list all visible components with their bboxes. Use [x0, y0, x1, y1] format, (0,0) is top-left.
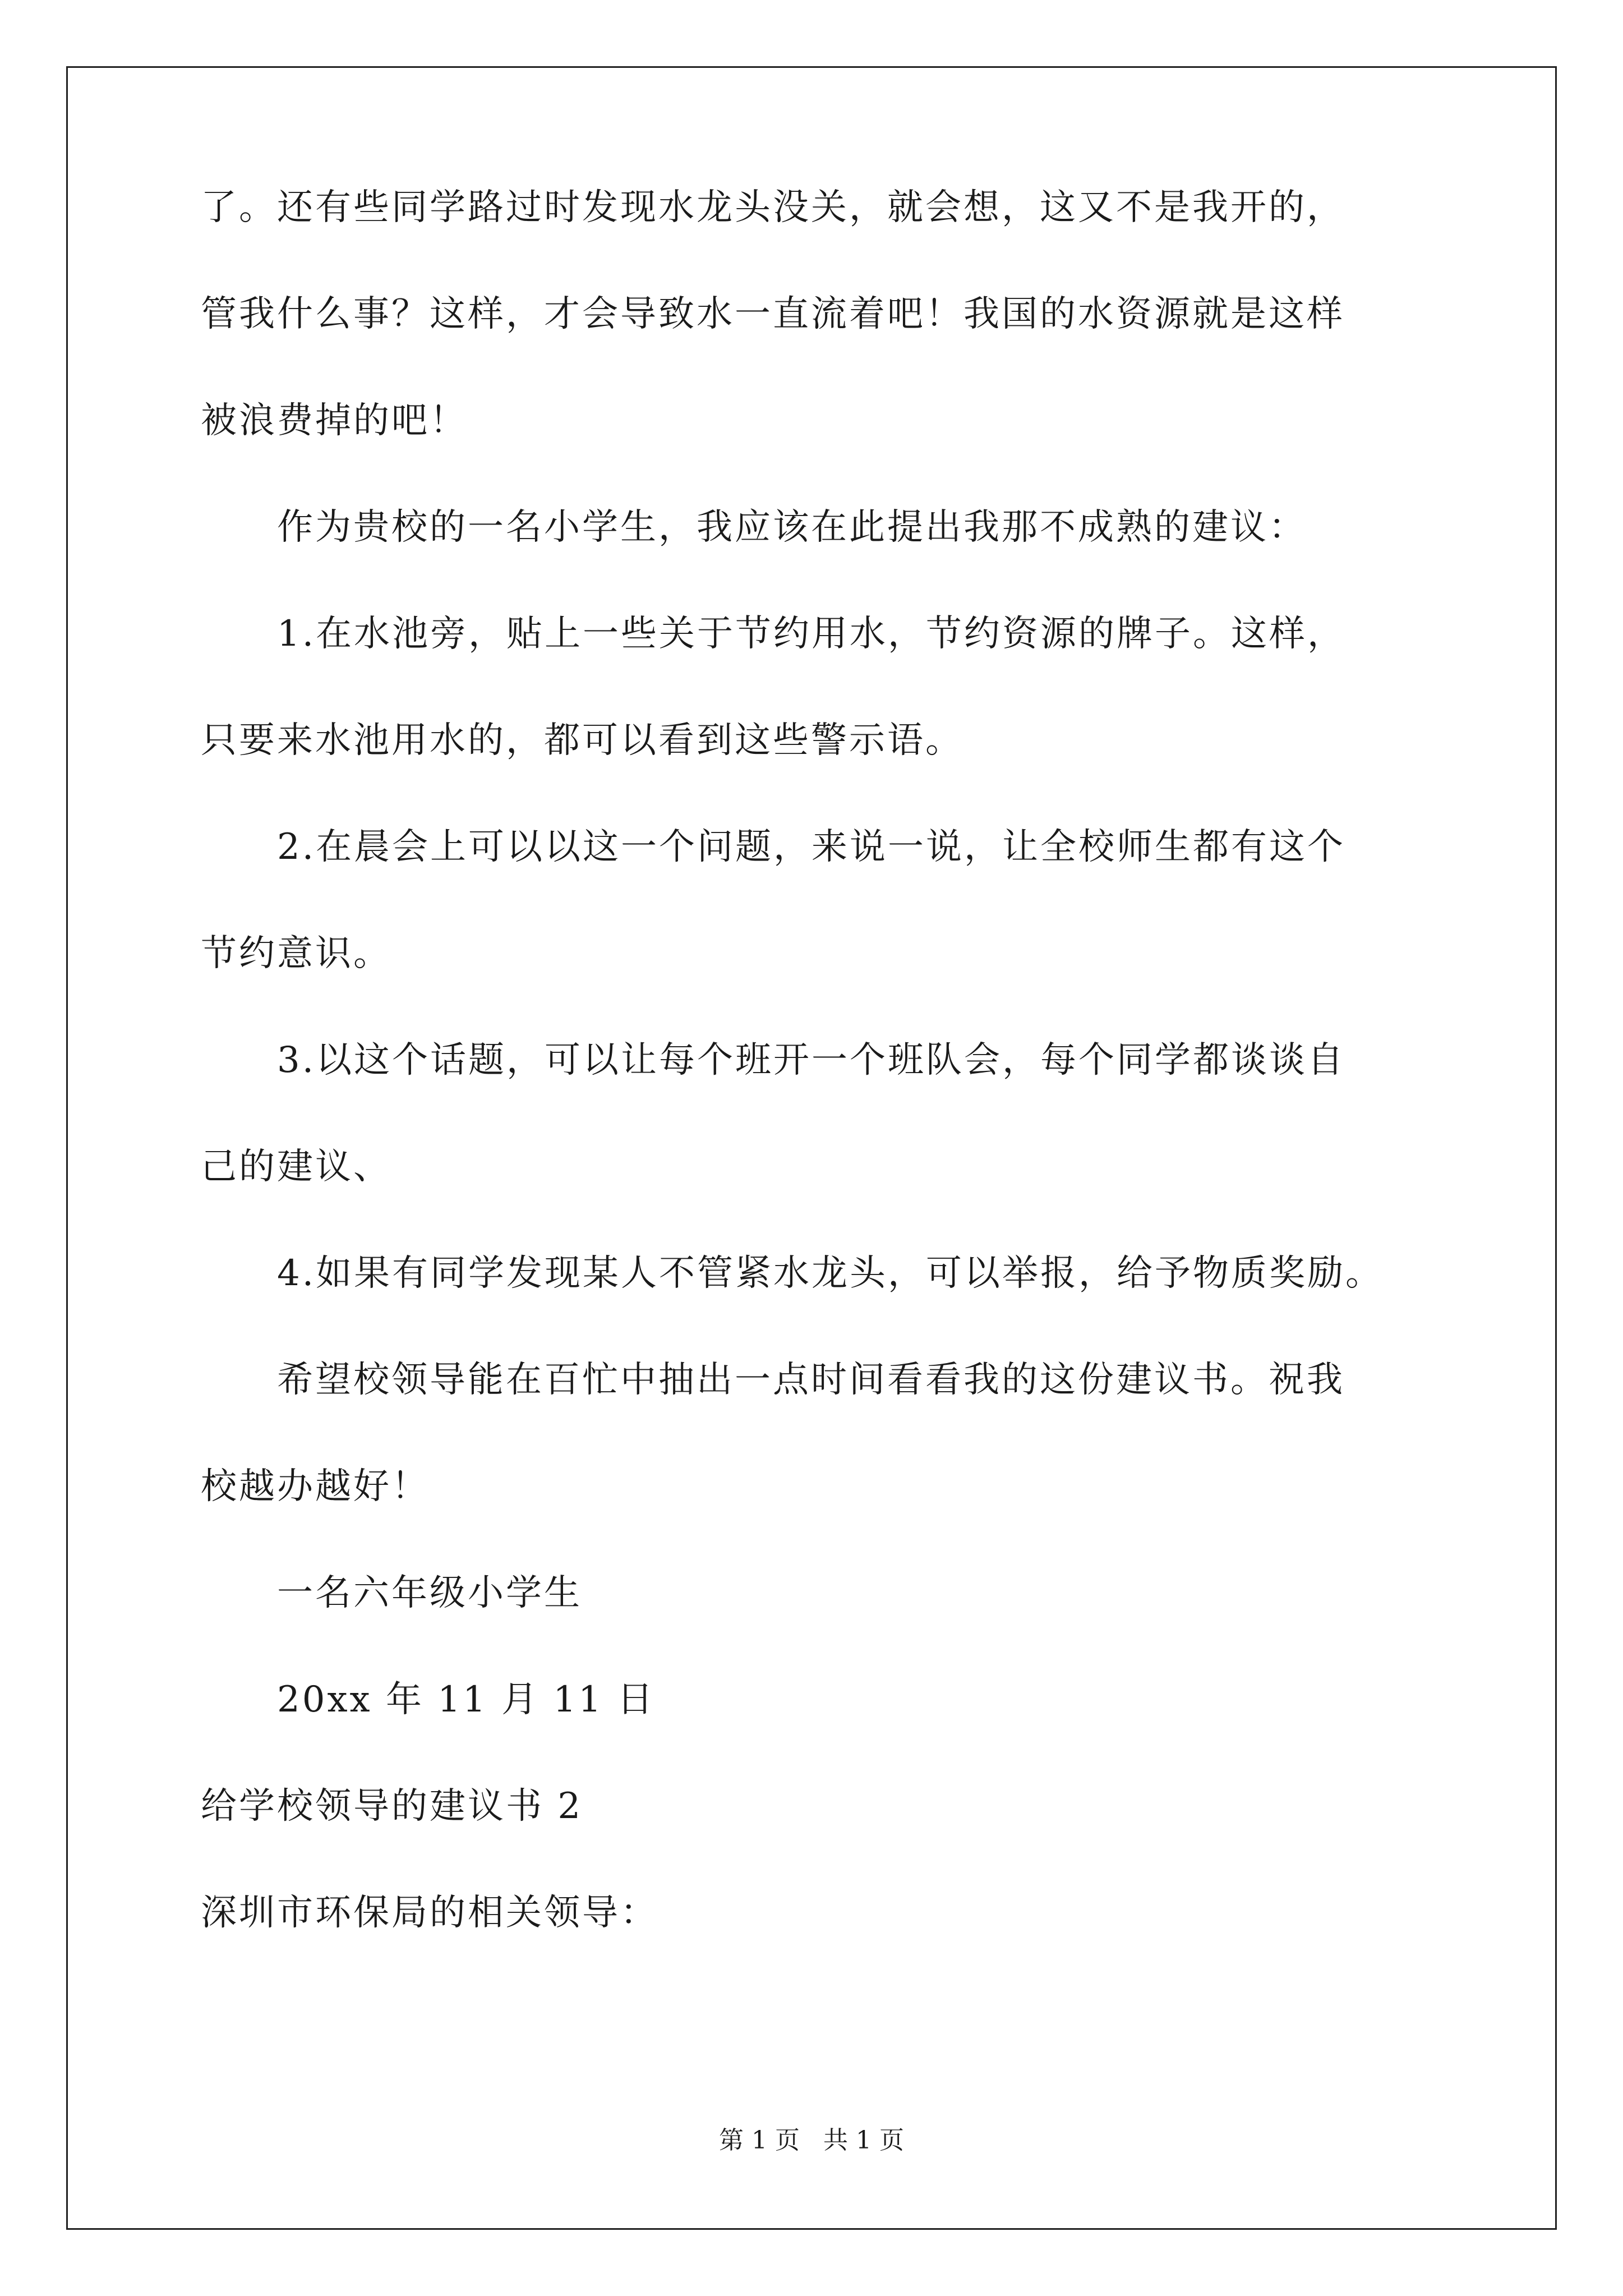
suggestion-4: 4.如果有同学发现某人不管紧水龙头，可以举报，给予物质奖励。 — [277, 1253, 1384, 1294]
paragraph-line: 作为贵校的一名小学生，我应该在此提出我那不成熟的建议： — [277, 507, 1307, 548]
page-footer — [0, 2125, 1623, 2156]
salutation: 深圳市环保局的相关领导： — [201, 1892, 658, 1934]
suggestion-1: 1.在水池旁，贴上一些关于节约用水，节约资源的牌子。这样， — [277, 613, 1346, 655]
paragraph-line: 只要来水池用水的，都可以看到这些警示语。 — [201, 720, 963, 761]
page-total: 共 1 页 — [823, 2126, 904, 2155]
paragraph-line: 己的建议、 — [201, 1146, 391, 1188]
closing-wish: 希望校领导能在百忙中抽出一点时间看看我的这份建议书。祝我 — [277, 1359, 1345, 1401]
document-body — [201, 185, 1435, 1997]
paragraph-line: 了。还有些同学路过时发现水龙头没关，就会想，这又不是我开的， — [201, 187, 1345, 228]
page-number: 第 1 页 — [719, 2126, 800, 2155]
paragraph-line: 管我什么事？这样，才会导致水一直流着吧！我国的水资源就是这样 — [201, 293, 1345, 335]
date: 20xx 年 11 月 11 日 — [277, 1679, 656, 1720]
paragraph-line: 校越办越好！ — [201, 1466, 430, 1507]
suggestion-3: 3.以这个话题，可以让每个班开一个班队会，每个同学都谈谈自 — [277, 1039, 1346, 1081]
paragraph-line: 被浪费掉的吧！ — [201, 400, 468, 441]
paragraph-line: 节约意识。 — [201, 933, 391, 974]
section-title: 给学校领导的建议书 2 — [201, 1786, 583, 1827]
signature: 一名六年级小学生 — [277, 1572, 582, 1614]
suggestion-2: 2.在晨会上可以以这一个问题，来说一说，让全校师生都有这个 — [277, 826, 1346, 868]
